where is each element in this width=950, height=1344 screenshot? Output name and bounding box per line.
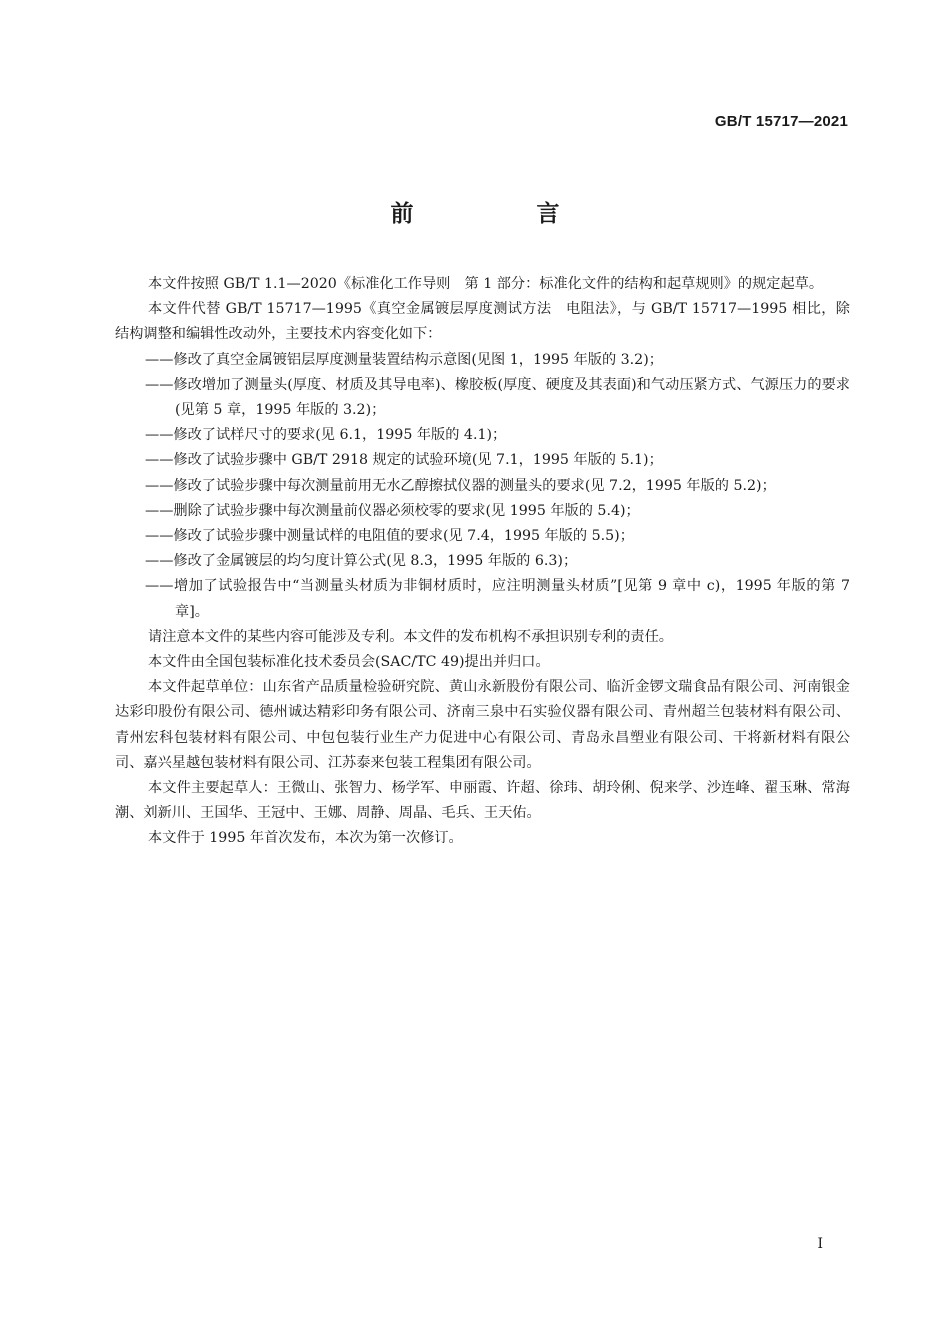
change-item: ——修改了试验步骤中 GB/T 2918 规定的试验环境(见 7.1，1995 年版的 5.1)； — [145, 452, 663, 469]
paragraph-proposer: 本文件由全国包装标准化技术委员会(SAC/TC 49)提出并归口。 — [148, 654, 550, 671]
paragraph-drafting-units: 本文件起草单位：山东省产品质量检验研究院、黄山永新股份有限公司、临沂金锣文瑞食品有限公司、河南银金达彩印股份有限公司、德州诚达精彩印务有限公司、济南三泉中石实验仪器有限公司、青州超兰包装材料有限公司、青州宏科包装材料有限公司、中包包装行业生产力促进中心有限公司、青岛永昌塑业有限公司、干将新材料有限公司、嘉兴星越包装材料有限公司、江苏泰来包装工程集团有限公司。 — [115, 679, 850, 771]
paragraph-patent-notice: 请注意本文件的某些内容可能涉及专利。本文件的发布机构不承担识别专利的责任。 — [148, 628, 673, 645]
change-item: ——修改了试验步骤中测量试样的电阻值的要求(见 7.4，1995 年版的 5.5)； — [145, 528, 634, 545]
standard-code: GB/T 15717—2021 — [714, 113, 848, 130]
paragraph-drafting-rules: 本文件按照 GB/T 1.1—2020《标准化工作导则 第 1 部分：标准化文件的结构和起草规则》的规定起草。 — [148, 276, 824, 292]
change-item: ——增加了试验报告中“当测量头材质为非铜材质时，应注明测量头材质”[见第 9 章中 c)，1995 年版的第 7 章]。 — [145, 578, 850, 620]
paragraph-history: 本文件于 1995 年首次发布，本次为第一次修订。 — [148, 830, 463, 847]
change-item: ——删除了试验步骤中每次测量前仪器必须校零的要求(见 1995 年版的 5.4)； — [145, 502, 640, 519]
paragraph-replaces: 本文件代替 GB/T 15717—1995《真空金属镀层厚度测试方法 电阻法》，与 GB/T 15717—1995 相比，除结构调整和编辑性改动外，主要技术内容变化如下： — [115, 301, 850, 343]
change-item: ——修改增加了测量头(厚度、材质及其导电率)、橡胶板(厚度、硬度及其表面)和气动压紧方式、气源压力的要求(见第 5 章，1995 年版的 3.2)； — [145, 376, 850, 419]
page-number: I — [817, 1236, 823, 1252]
change-item: ——修改了真空金属镀铝层厚度测量装置结构示意图(见图 1，1995 年版的 3.2)； — [145, 351, 663, 368]
paragraph-drafters: 本文件主要起草人：王微山、张智力、杨学军、申丽霞、许超、徐玮、胡玲俐、倪来学、沙连峰、翟玉琳、常海潮、刘新川、王国华、王冠中、王娜、周静、周晶、毛兵、王天佑。 — [115, 780, 850, 822]
change-item: ——修改了试样尺寸的要求(见 6.1，1995 年版的 4.1)； — [145, 427, 507, 444]
document-body — [115, 272, 850, 852]
change-item: ——修改了金属镀层的均匀度计算公式(见 8.3，1995 年版的 6.3)； — [145, 553, 578, 570]
change-item: ——修改了试验步骤中每次测量前用无水乙醇擦拭仪器的测量头的要求(见 7.2，1995 年版的 5.2)； — [145, 477, 776, 494]
page-title: 前 言 — [390, 201, 610, 227]
